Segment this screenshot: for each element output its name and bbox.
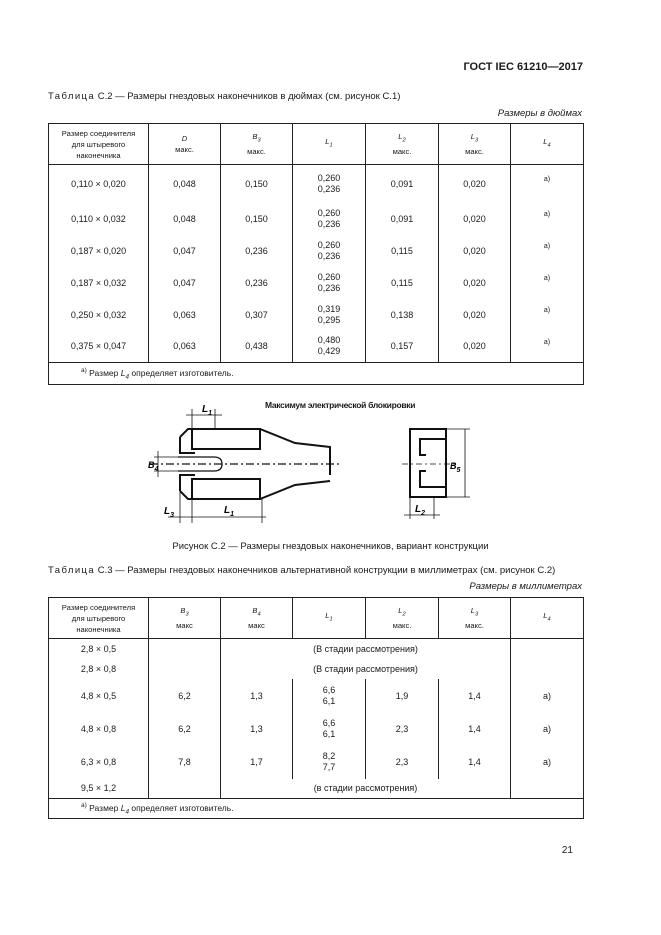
cell-l3: 0,020 — [439, 235, 511, 267]
cell-l3: 0,020 — [439, 203, 511, 235]
table-c2-header-l1 — [293, 124, 366, 165]
cell-merged-status: (В стадии рассмотрения) — [313, 663, 418, 674]
footnote-text: Размер — [89, 367, 119, 378]
dim-label-b5: $B_5$ — [450, 461, 461, 474]
cell-l1 — [293, 267, 366, 299]
table-row — [49, 679, 584, 713]
cell-l1-min: 7,7 — [322, 762, 336, 772]
table-c3-header-l4 — [511, 598, 584, 639]
table-c3 — [48, 597, 584, 819]
table-c2-caption-label: Таблица — [48, 91, 96, 102]
header-symbol: D — [181, 134, 188, 143]
cell-l1-min: 0,236 — [317, 218, 341, 229]
table-row — [49, 779, 584, 799]
cell-d: 0,047 — [149, 267, 221, 299]
cell-l3: 0,020 — [439, 165, 511, 203]
cell-size: 0,110 × 0,032 — [49, 203, 149, 235]
table-row — [49, 746, 584, 779]
header-note: макс — [248, 621, 265, 631]
table-c3-header-l3 — [439, 598, 511, 639]
cell-l3: 1,4 — [439, 746, 511, 779]
cell-l4-note: a) — [543, 275, 551, 282]
table-c2-header-l4 — [511, 124, 584, 165]
cell-b3: 0,307 — [221, 299, 293, 331]
cell-l1-min: 0,236 — [317, 183, 341, 194]
header-symbol: $L_2$ — [398, 131, 406, 144]
dim-label-l3: $L_3$ — [164, 506, 175, 519]
cell-l2: 0,091 — [366, 203, 439, 235]
header-symbol: $L_1$ — [325, 611, 333, 623]
cell-d: 0,063 — [149, 331, 221, 363]
cell-l4 — [511, 299, 584, 331]
header-line: для штыревого — [71, 613, 126, 623]
table-row — [49, 659, 584, 679]
cell-l2: 2,3 — [366, 746, 439, 779]
header-symbol: $B_4$ — [252, 605, 261, 618]
cell-l2: 0,091 — [366, 165, 439, 203]
cell-d: 0,063 — [149, 299, 221, 331]
cell-size: 4,8 × 0,5 — [49, 679, 149, 713]
cell-l2: 0,115 — [366, 267, 439, 299]
cell-size: 0,187 × 0,020 — [49, 235, 149, 267]
cell-size: 0,187 × 0,032 — [49, 267, 149, 299]
cell-size: 0,250 × 0,032 — [49, 299, 149, 331]
cell-l1-max: 0,480 — [317, 335, 341, 346]
cell-l1-max: 0,260 — [317, 271, 341, 282]
cell-d: 0,048 — [149, 165, 221, 203]
cell-l4-note: a) — [543, 243, 551, 250]
cell-l1-min: 0,429 — [317, 346, 341, 357]
header-note: макс. — [392, 621, 412, 631]
header-symbol: $L_3$ — [470, 131, 479, 144]
cell-l4-note: a) — [543, 211, 551, 218]
table-row — [49, 267, 584, 299]
end-view-lower-fold — [420, 471, 446, 487]
cell-l1-max: 0,260 — [317, 172, 341, 183]
cell-l1-min: 6,1 — [322, 729, 336, 739]
dim-label-l1: $L_1$ — [224, 505, 235, 518]
cell-merged-status: (в стадии рассмотрения) — [313, 783, 418, 794]
table-c3-header-row — [49, 598, 584, 639]
footnote-text: определяет изготовитель. — [131, 367, 234, 378]
cell-size: 2,8 × 0,8 — [49, 659, 149, 679]
cell-l4-note: a) — [543, 338, 551, 346]
cell-l4: a) — [511, 713, 584, 746]
header-symbol: $L_4$ — [543, 611, 551, 623]
cell-size: 9,5 × 1,2 — [49, 779, 149, 799]
footnote-text: Размер — [89, 802, 119, 813]
cell-l2: 2,3 — [366, 713, 439, 746]
cell-l1 — [293, 235, 366, 267]
cell-b3: 6,2 — [149, 679, 221, 713]
page-number: 21 — [561, 845, 573, 856]
document-id: ГОСТ IEC 61210—2017 — [463, 61, 583, 73]
cell-b3: 0,236 — [221, 235, 293, 267]
header-note: макс. — [247, 147, 266, 157]
cell-l1 — [293, 165, 366, 203]
cell-l2: 0,115 — [366, 235, 439, 267]
table-c2-caption-text: С.2 — Размеры гнездовых наконечников в дюймах (см. рисунок С.1) — [97, 91, 401, 102]
table-c3-caption-label: Таблица — [48, 565, 96, 576]
cell-l4 — [511, 165, 584, 203]
end-view-upper-fold — [420, 439, 446, 455]
table-row — [49, 299, 584, 331]
header-symbol: $L_4$ — [543, 137, 551, 149]
cell-b3: 7,8 — [149, 746, 221, 779]
cell-l4-note: a) — [543, 176, 551, 184]
cell-l2: 0,157 — [366, 331, 439, 363]
cell-b4: 1,7 — [221, 746, 293, 779]
footnote-mark: a) — [81, 801, 87, 809]
cell-b3: 6,2 — [149, 713, 221, 746]
lower-contact — [192, 479, 260, 499]
table-c3-header-b3 — [149, 598, 221, 639]
cell-b4: 1,3 — [221, 679, 293, 713]
cell-d: 0,048 — [149, 203, 221, 235]
table-row — [49, 331, 584, 363]
table-row — [49, 203, 584, 235]
cell-l1 — [293, 713, 366, 746]
cell-l1-min: 6,1 — [322, 695, 336, 706]
header-line: наконечника — [76, 150, 121, 160]
table-c3-header-b4 — [221, 598, 293, 639]
cell-b3: 0,150 — [221, 165, 293, 203]
cell-l1-max: 6,6 — [322, 684, 336, 695]
figure-title: Максимум электрической блокировки — [265, 400, 416, 410]
table-row — [49, 235, 584, 267]
cell-l1 — [293, 203, 366, 235]
table-row — [49, 165, 584, 203]
cell-l1-max: 6,6 — [322, 718, 336, 728]
header-line: для штыревого — [71, 139, 126, 149]
table-c3-header-l2 — [366, 598, 439, 639]
table-c3-caption-text: С.3 — Размеры гнездовых наконечников альтернативной конструкции в миллиметрах (см. рисунок С.2) — [97, 565, 556, 576]
header-note: макс. — [175, 145, 194, 154]
cell-l1-max: 0,260 — [317, 207, 341, 218]
cell-l4 — [511, 235, 584, 267]
cell-l3: 1,4 — [439, 679, 511, 713]
header-symbol: $L_2$ — [398, 605, 406, 618]
table-c2-header-d — [149, 124, 221, 165]
table-c2-units: Размеры в дюймах — [497, 108, 582, 119]
cell-l1-max: 8,2 — [322, 751, 336, 761]
table-row — [49, 639, 584, 659]
table-c3-footnote — [49, 799, 584, 819]
cell-l4 — [511, 203, 584, 235]
table-row — [49, 713, 584, 746]
table-c2-footnote — [49, 363, 584, 385]
cell-size: 0,110 × 0,020 — [49, 165, 149, 203]
table-c2-header-l3 — [439, 124, 511, 165]
dim-label-l1-top: $L_1$ — [202, 404, 213, 417]
cell-l3: 0,020 — [439, 331, 511, 363]
table-c2-header-l2 — [366, 124, 439, 165]
terminal-drawing — [140, 395, 480, 530]
cell-l1 — [293, 331, 366, 363]
footnote-text: определяет изготовитель. — [131, 802, 234, 813]
cell-size: 0,375 × 0,047 — [49, 331, 149, 363]
table-c3-caption — [48, 565, 555, 576]
header-symbol: $B_3$ — [180, 605, 189, 618]
footnote-symbol: $L_4$ — [120, 367, 130, 381]
table-c2-header-size — [49, 124, 149, 165]
dim-label-l2: $L_2$ — [415, 504, 426, 517]
dim-label-b4: $B_4$ — [148, 460, 159, 473]
cell-l4-note: a) — [543, 307, 551, 314]
cell-l1 — [293, 746, 366, 779]
table-c2-caption — [48, 91, 400, 102]
cell-l1-min: 0,236 — [317, 250, 341, 261]
upper-contact — [192, 429, 260, 449]
table-c2 — [48, 123, 584, 385]
table-c3-header-l1 — [293, 598, 366, 639]
cell-b3: 0,236 — [221, 267, 293, 299]
header-note: макс. — [392, 147, 412, 157]
cell-l1 — [293, 299, 366, 331]
footnote-mark: a) — [81, 366, 87, 374]
cell-b3: 0,150 — [221, 203, 293, 235]
cell-l4: a) — [511, 746, 584, 779]
header-symbol: $B_3$ — [252, 131, 261, 144]
cell-l4 — [511, 267, 584, 299]
footnote-symbol: $L_4$ — [120, 802, 130, 816]
drawing-outline-lower-left — [180, 491, 192, 499]
header-note: макс. — [465, 147, 484, 157]
cell-l2: 0,138 — [366, 299, 439, 331]
table-c3-header-size — [49, 598, 149, 639]
drawing-outline-upper-left — [180, 429, 192, 437]
cell-l2: 1,9 — [366, 679, 439, 713]
table-c2-header-row — [49, 124, 584, 165]
cell-l1-max: 0,260 — [317, 239, 341, 250]
cell-l4 — [511, 331, 584, 363]
cell-l3: 0,020 — [439, 267, 511, 299]
table-c2-footnote-row — [49, 363, 584, 385]
cell-l1-max: 0,319 — [317, 303, 341, 314]
table-c3-units: Размеры в миллиметрах — [469, 581, 582, 592]
table-c3-footnote-row — [49, 799, 584, 819]
figure-caption: Рисунок С.2 — Размеры гнездовых наконечников, вариант конструкции — [172, 541, 489, 552]
cell-b4: 1,3 — [221, 713, 293, 746]
cell-merged-status: (В стадии рассмотрения) — [313, 643, 418, 654]
cell-size: 6,3 × 0,8 — [49, 746, 149, 779]
cell-l1-min: 0,295 — [317, 314, 341, 325]
cell-d: 0,047 — [149, 235, 221, 267]
header-note: макс — [176, 621, 193, 631]
header-line: Размер соединителя — [61, 602, 136, 612]
header-symbol: $L_3$ — [470, 605, 479, 618]
cell-size: 2,8 × 0,5 — [49, 639, 149, 659]
cell-l3: 0,020 — [439, 299, 511, 331]
cell-l4: a) — [511, 679, 584, 713]
header-line: наконечника — [76, 624, 121, 634]
cell-size: 4,8 × 0,8 — [49, 713, 149, 746]
cell-l3: 1,4 — [439, 713, 511, 746]
cell-b3: 0,438 — [221, 331, 293, 363]
cell-l1 — [293, 679, 366, 713]
header-line: Размер соединителя — [61, 128, 136, 138]
cell-l1-min: 0,236 — [317, 282, 341, 293]
header-note: макс. — [465, 621, 484, 631]
header-symbol: $L_1$ — [325, 137, 333, 149]
table-c2-header-b3 — [221, 124, 293, 165]
